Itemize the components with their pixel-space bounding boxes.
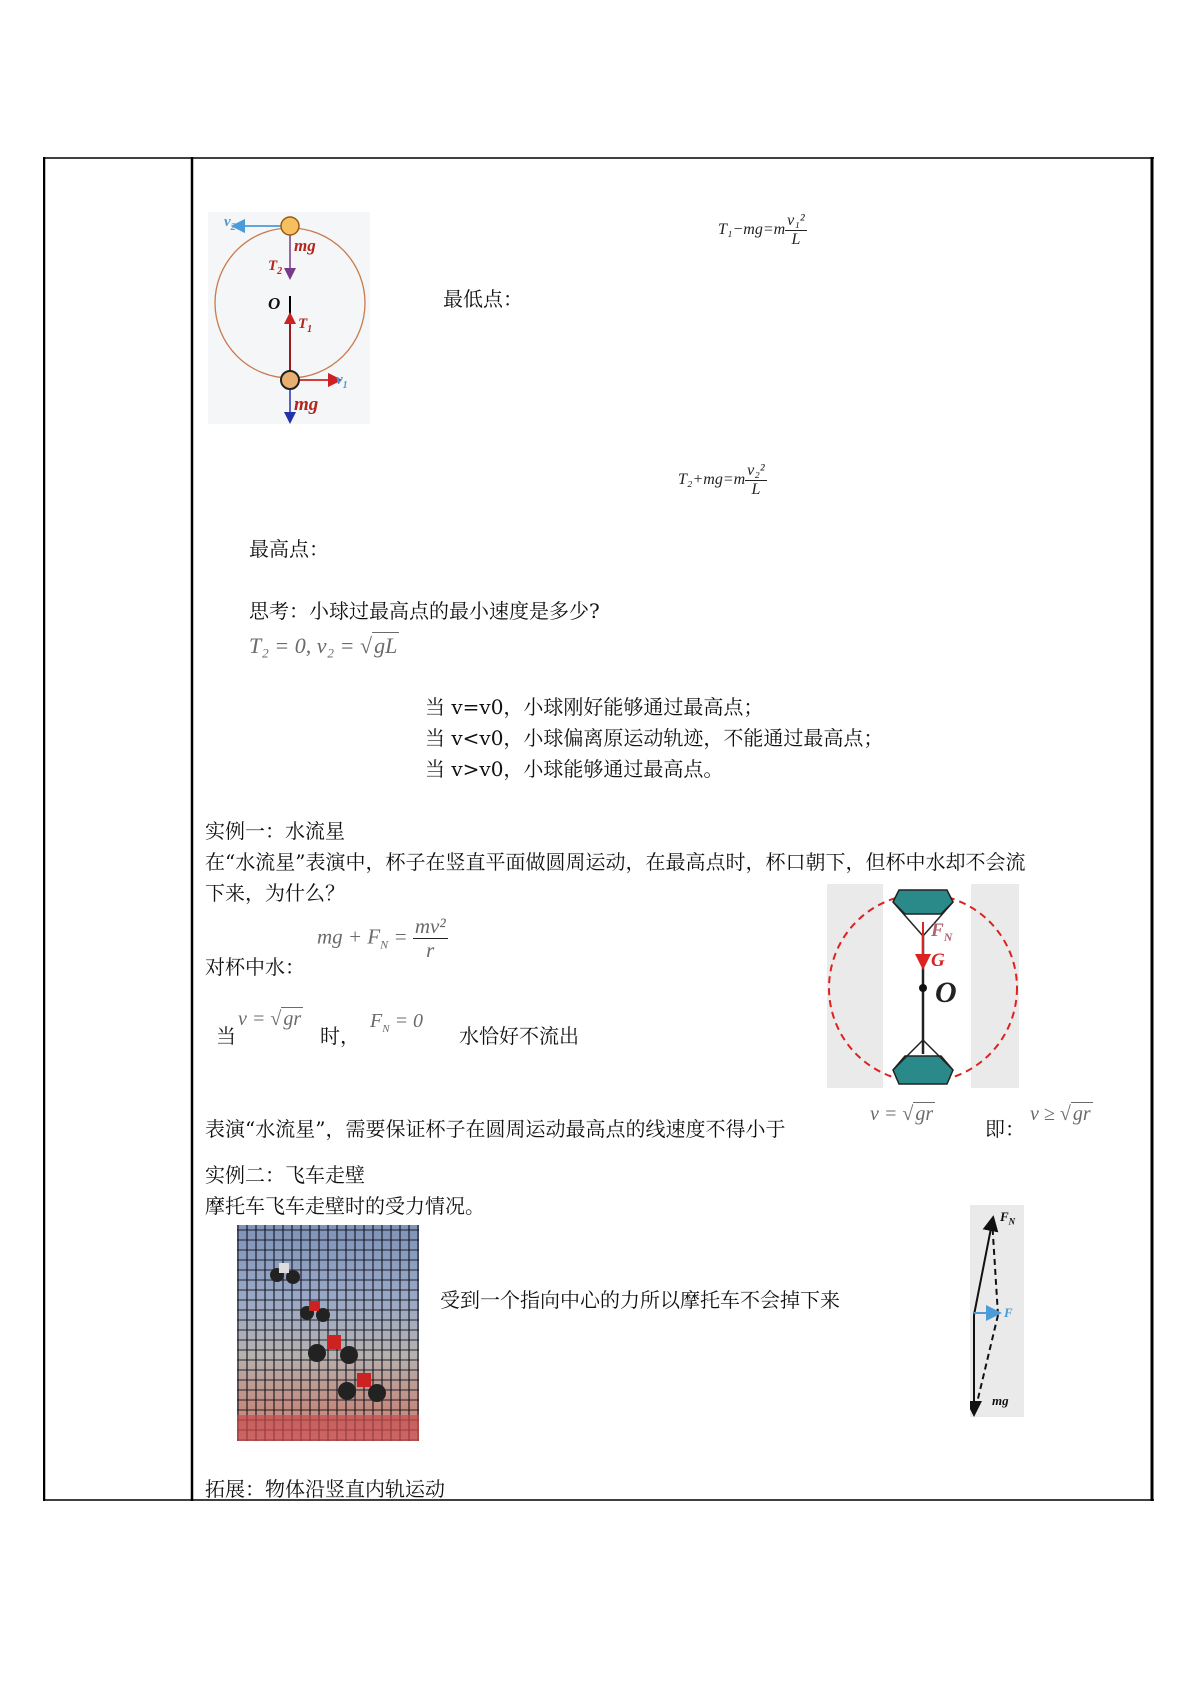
equation-v-root-gr: v = √ gr [238,1008,302,1030]
photo-riders-svg [237,1225,419,1441]
label-o-bucket: O [935,976,957,1009]
motorcycle-explanation: 受到一个指向中心的力所以摩托车不会掉下来 [440,1288,840,1312]
equation-fn-zero: $F_N = 0$ [370,1010,424,1035]
equation-lowest-point: T₁−mg=m $\frac{\text{v₁²}}{L}$ [718,212,805,248]
normal-force-vector [974,1223,992,1315]
example1-question-line2: 下来，为什么？ [205,881,345,905]
case-less: 当 v<v0，小球偏离原运动轨迹，不能通过最高点； [425,726,884,750]
label-lowest-point: 最低点： [443,287,523,311]
vertical-circle-svg [208,212,370,424]
performance-sentence: 表演“水流星”，需要保证杯子在圆周运动最高点的线速度不得小于 [205,1117,786,1141]
equation-min-velocity: v = √ gr [870,1103,934,1125]
top-cup [893,890,953,914]
example2-title: 实例二：飞车走壁 [205,1163,365,1187]
extension-topic: 拓展：物体沿竖直内轨运动 [205,1477,445,1501]
label-fn: $F_N$ [931,920,953,944]
label-water-in-cup: 对杯中水： [205,955,305,979]
label-mg-wall: mg [992,1393,1009,1408]
ball-top [281,217,299,235]
center-point [919,984,927,992]
equation-water: mg + $F_N$ = $\frac{\text{mv²}}{r}$ [317,914,446,963]
example1-title: 实例一：水流星 [205,819,345,843]
label-f-wall: F [1004,1305,1013,1320]
label-o: O [268,294,281,313]
photo-crowd [237,1415,419,1441]
label-when: 当 [216,1024,236,1048]
equation-v-greater-equal: v ≥ √ gr [1030,1103,1091,1125]
label-mg-bottom: mg [294,394,319,415]
water-bucket-diagram [827,884,1019,1088]
label-g: G [931,950,945,971]
motorcycle-wall-photo [237,1225,419,1441]
label-namely: 即： [985,1117,1025,1141]
label-not-flow: 水恰好不流出 [459,1024,579,1048]
resultant-dashed [992,1219,998,1315]
equation-min-speed: T₂ = 0, v₂ = √gL [249,633,398,658]
ball-bottom [281,371,299,389]
example2-description: 摩托车飞车走壁时的受力情况。 [205,1194,485,1218]
wall-force-diagram [970,1205,1024,1417]
example1-question-line1: 在“水流星”表演中，杯子在竖直平面做圆周运动，在最高点时，杯口朝下，但杯中水却不会流 [205,850,1026,874]
label-t1: $T_1$ [298,316,313,335]
label-t2: $T_2$ [268,258,283,277]
case-equal: 当 v=v0，小球刚好能够通过最高点； [425,695,764,719]
label-v1: $v_1$ [336,372,348,391]
label-highest-point: 最高点： [249,537,329,561]
rider-4 [338,1373,386,1402]
label-fn-wall: $F_N$ [1000,1209,1016,1227]
label-time-word: 时， [320,1024,360,1048]
equation-highest-point: T₂+mg=m $\frac{\text{v₂²}}{L}$ [678,462,765,498]
label-v2: $v_2$ [224,214,236,233]
wall-force-svg [970,1205,1024,1417]
water-bucket-svg [827,884,1019,1088]
think-question: 思考：小球过最高点的最小速度是多少? [249,599,600,623]
case-greater: 当 v>v0，小球能够通过最高点。 [425,757,724,781]
label-mg-top: mg [294,236,316,255]
rider-2 [300,1301,330,1322]
vertical-circle-diagram [208,212,370,424]
rider-3 [308,1335,358,1364]
rider-1 [270,1263,300,1284]
